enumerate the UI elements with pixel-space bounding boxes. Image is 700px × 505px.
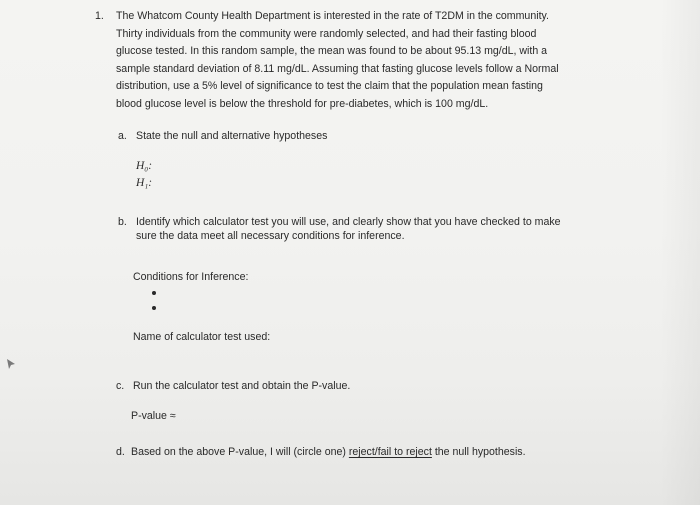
question-line: The Whatcom County Health Department is interested in the rate of T2DM in the community. [116,10,549,22]
alternative-hypothesis-label: H₁: [136,177,153,189]
condition-bullet [152,291,156,295]
question-line: Thirty individuals from the community were randomly selected, and had their fasting blood [116,27,537,40]
part-b-prompt-line2: sure the data meet all necessary conditions for inference. [136,230,405,242]
p-value-label: P-value ≈ [131,410,176,422]
part-c-prompt: Run the calculator test and obtain the P-value. [133,380,351,392]
part-d-letter: d. [116,446,125,458]
calculator-test-label: Name of calculator test used: [133,331,271,343]
part-c-letter: c. [116,380,125,392]
question-line: sample standard deviation of 8.11 mg/dL. Assuming that fasting glucose levels follow a Normal [116,62,559,75]
part-a-prompt: State the null and alternative hypotheses [136,130,328,142]
part-d-suffix: the null hypothesis. [431,446,526,458]
null-hypothesis-label: H₀: [136,160,153,172]
question-body [116,8,559,114]
part-b-prompt-line1: Identify which calculator test you will use, and clearly show that you have checked to make [136,216,561,228]
question-number: 1. [95,10,104,22]
reject-choice[interactable]: reject/fail to reject [348,446,432,458]
condition-bullet [152,306,156,310]
part-a-letter: a. [118,130,127,142]
part-d-prefix: Based on the above P-value, I will (circle one) [131,446,349,458]
cursor-icon [4,357,18,371]
question-line: glucose tested. In this random sample, the mean was found to be about 95.13 mg/dL, with a [116,45,548,58]
question-line: blood glucose level is below the threshold for pre-diabetes, which is 100 mg/dL. [116,97,489,110]
part-d-prompt [131,446,526,458]
conditions-label: Conditions for Inference: [133,271,249,283]
part-b-letter: b. [118,216,127,228]
question-line: distribution, use a 5% level of significance to test the claim that the population mean fasting [116,80,543,93]
